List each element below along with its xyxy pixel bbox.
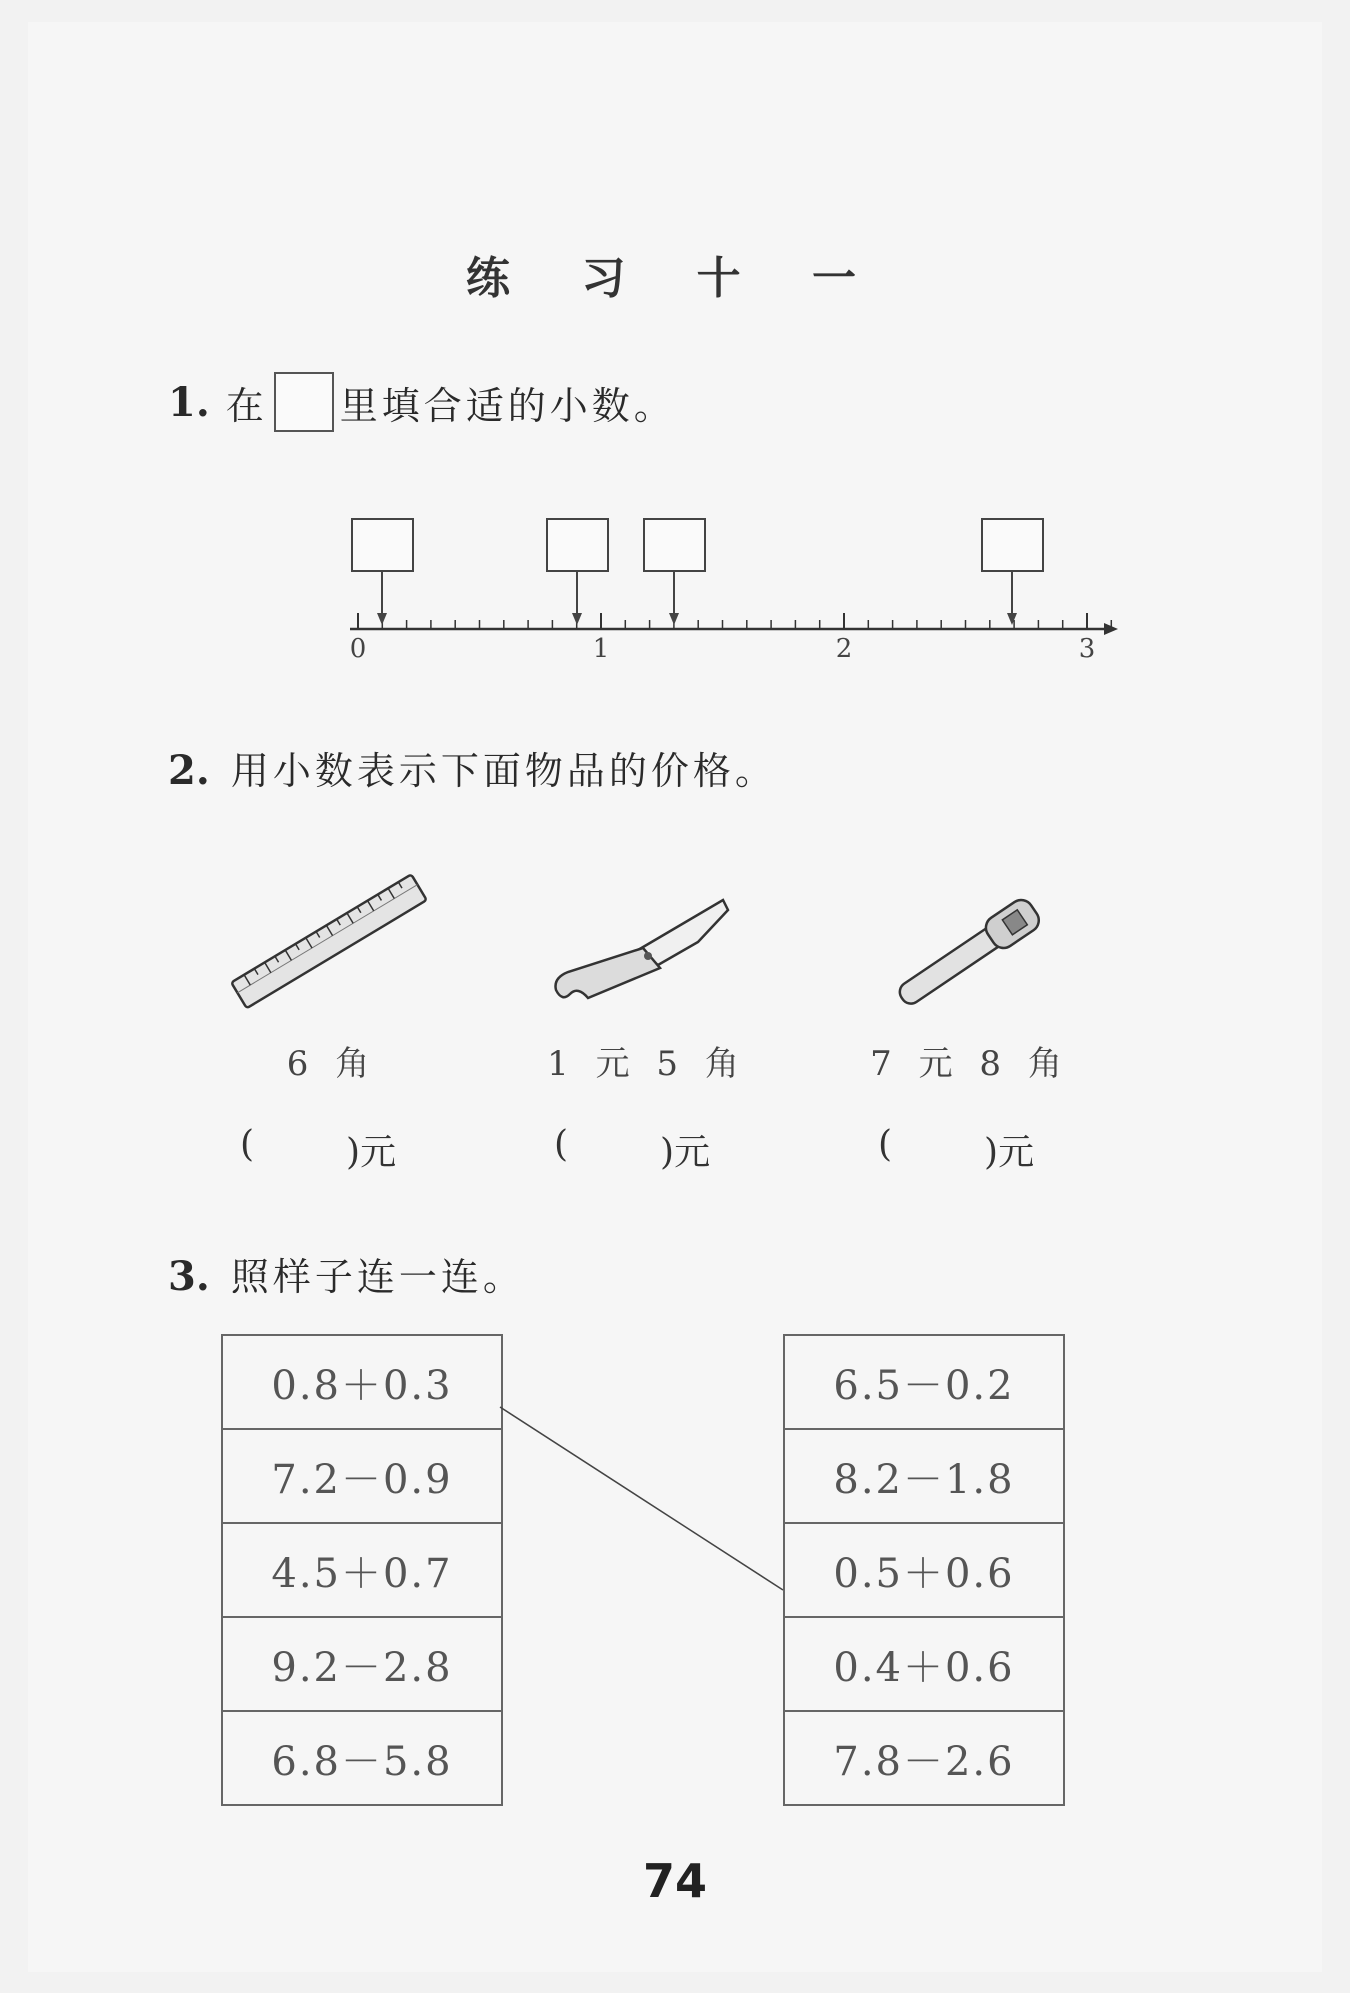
price-label-knife: 1 元 5 角 (547, 1044, 747, 1084)
pointer-arrowhead-1 (377, 613, 387, 625)
question-2-number: 2. (168, 747, 210, 794)
pointer-arrowhead-3 (669, 613, 679, 625)
answer-box-1[interactable] (352, 519, 413, 571)
blank-open-paren: ( (554, 1124, 569, 1165)
blank-unit: )元 (984, 1132, 1035, 1173)
pointer-arrowhead-4 (1007, 613, 1017, 625)
pointer-arrowhead-2 (572, 613, 582, 625)
right-expression[interactable]: 0.5＋0.6 (784, 1523, 1064, 1617)
question-2 (168, 740, 777, 795)
page-number: 74 (642, 1854, 707, 1908)
right-expression[interactable]: 6.5－0.2 (784, 1335, 1064, 1429)
answer-box-2[interactable] (547, 519, 608, 571)
blank-unit: )元 (346, 1132, 397, 1173)
axis-label-1: 1 (592, 634, 610, 664)
price-label-ruler: 6 角 (286, 1044, 378, 1084)
question-3 (168, 1246, 525, 1301)
left-expression[interactable]: 0.8＋0.3 (222, 1335, 502, 1429)
left-expression[interactable]: 9.2－2.8 (222, 1617, 502, 1711)
answer-box-3[interactable] (644, 519, 705, 571)
answer-box-4[interactable] (982, 519, 1043, 571)
price-label-pen: 7 元 8 角 (870, 1044, 1070, 1084)
left-expression[interactable]: 6.8－5.8 (222, 1711, 502, 1805)
right-expression[interactable]: 0.4＋0.6 (784, 1617, 1064, 1711)
axis-label-2: 2 (835, 634, 853, 664)
answer-blank-ruler[interactable] (240, 1124, 396, 1175)
answer-blank-knife[interactable] (554, 1124, 710, 1175)
blank-open-paren: ( (878, 1124, 893, 1165)
page-title: 练 习 十 一 (466, 253, 884, 304)
question-1-text-after: 里填合适的小数。 (339, 383, 676, 428)
question-3-text: 照样子连一连。 (230, 1255, 525, 1299)
left-expression[interactable]: 7.2－0.9 (222, 1429, 502, 1523)
right-expression[interactable]: 8.2－1.8 (784, 1429, 1064, 1523)
axis-label-3: 3 (1078, 634, 1096, 664)
question-1-number: 1. (168, 378, 210, 426)
number-line (330, 505, 1130, 680)
question-1-text-before: 在 (225, 383, 268, 428)
pen-icon (882, 880, 1062, 1020)
knife-icon (548, 890, 738, 1020)
right-expression-table (783, 1334, 1065, 1806)
question-3-number: 3. (168, 1253, 210, 1300)
answer-blank-pen[interactable] (878, 1124, 1034, 1175)
question-2-text: 用小数表示下面物品的价格。 (230, 749, 777, 793)
axis-label-0: 0 (349, 634, 367, 664)
blank-open-paren: ( (240, 1124, 255, 1165)
question-1 (168, 372, 676, 432)
left-expression[interactable]: 4.5＋0.7 (222, 1523, 502, 1617)
number-line-ticks (358, 613, 1111, 629)
ruler-icon (220, 868, 440, 1018)
right-expression[interactable]: 7.8－2.6 (784, 1711, 1064, 1805)
example-answer-box (274, 372, 334, 432)
blank-unit: )元 (660, 1132, 711, 1173)
left-expression-table (221, 1334, 503, 1806)
